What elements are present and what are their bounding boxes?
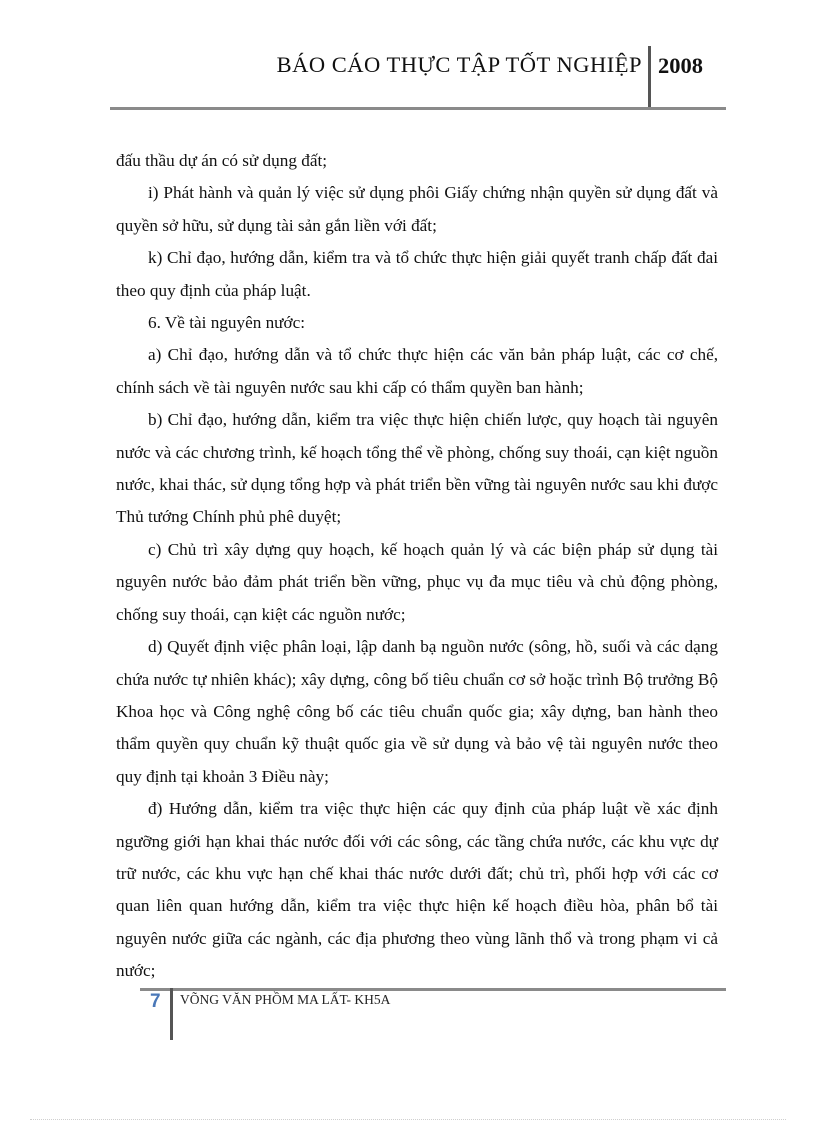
paragraph-item-a: a) Chỉ đạo, hướng dẫn và tổ chức thực hiện các văn bản pháp luật, các cơ chế, chính sách về tài nguyên nước sau khi cấp có thẩm quyền ban hành; xyxy=(116,345,718,397)
paragraph-continuation: đấu thầu dự án có sử dụng đất; xyxy=(116,151,327,170)
header-rule xyxy=(110,107,726,110)
paragraph-item-i: i) Phát hành và quản lý việc sử dụng phôi Giấy chứng nhận quyền sử dụng đất và quyền sở hữu, sử dụng tài sản gắn liền với đất; xyxy=(116,183,718,235)
paragraph-item-d: d) Quyết định việc phân loại, lập danh bạ nguồn nước (sông, hồ, suối và các dạng chứa nước tự nhiên khác); xây dựng, công bố tiêu chuẩn cơ sở hoặc trình Bộ trưởng Bộ Khoa học và Công nghệ công bố các tiêu chuẩn quốc gia; xây dựng, ban hành theo thẩm quyền quy chuẩn kỹ thuật quốc gia về sử dụng và bảo vệ tài nguyên nước theo quy định tại khoản 3 Điều này; xyxy=(116,637,718,786)
paragraph-item-c: c) Chủ trì xây dựng quy hoạch, kế hoạch quản lý và các biện pháp sử dụng tài nguyên nước bảo đảm phát triển bền vững, phục vụ đa mục tiêu và chủ động phòng, chống suy thoái, cạn kiệt các nguồn nước; xyxy=(116,539,718,624)
page-number: 7 xyxy=(150,991,161,1012)
page-bottom-edge xyxy=(30,1119,786,1120)
section-heading-water-resources: 6. Về tài nguyên nước: xyxy=(148,313,305,333)
paragraph-item-dd: đ) Hướng dẫn, kiểm tra việc thực hiện các quy định của pháp luật về xác định ngưỡng giới hạn khai thác nước đối với các sông, các tầng chứa nước, các khu vực dự trữ nước, các khu vực hạn chế khai thác nước dưới đất; chủ trì, phối hợp với các cơ quan liên quan hướng dẫn, kiểm tra việc thực hiện kế hoạch điều hòa, phân bổ tài nguyên nước giữa các ngành, các địa phương theo vùng lãnh thổ và trong phạm vi cả nước; xyxy=(116,799,718,981)
report-year: 2008 xyxy=(658,53,703,78)
footer-vertical-divider xyxy=(170,988,173,1040)
paragraph-item-b: b) Chỉ đạo, hướng dẫn, kiểm tra việc thực hiện chiến lược, quy hoạch tài nguyên nước và các chương trình, kế hoạch tổng thể về phòng, chống suy thoái, cạn kiệt nguồn nước, khai thác, sử dụng tổng hợp và phát triển bền vững tài nguyên nước sau khi được Thủ tướng Chính phủ phê duyệt; xyxy=(116,410,718,527)
footer-author: VÕNG VĂN PHỒM MA LẤT- KH5A xyxy=(180,992,391,1007)
footer-rule xyxy=(140,988,726,991)
report-title: BÁO CÁO THỰC TẬP TỐT NGHIỆP xyxy=(276,52,642,77)
document-body xyxy=(116,145,718,988)
paragraph-item-k: k) Chỉ đạo, hướng dẫn, kiểm tra và tổ chức thực hiện giải quyết tranh chấp đất đai theo quy định của pháp luật. xyxy=(116,248,718,300)
header-vertical-divider xyxy=(648,46,651,108)
